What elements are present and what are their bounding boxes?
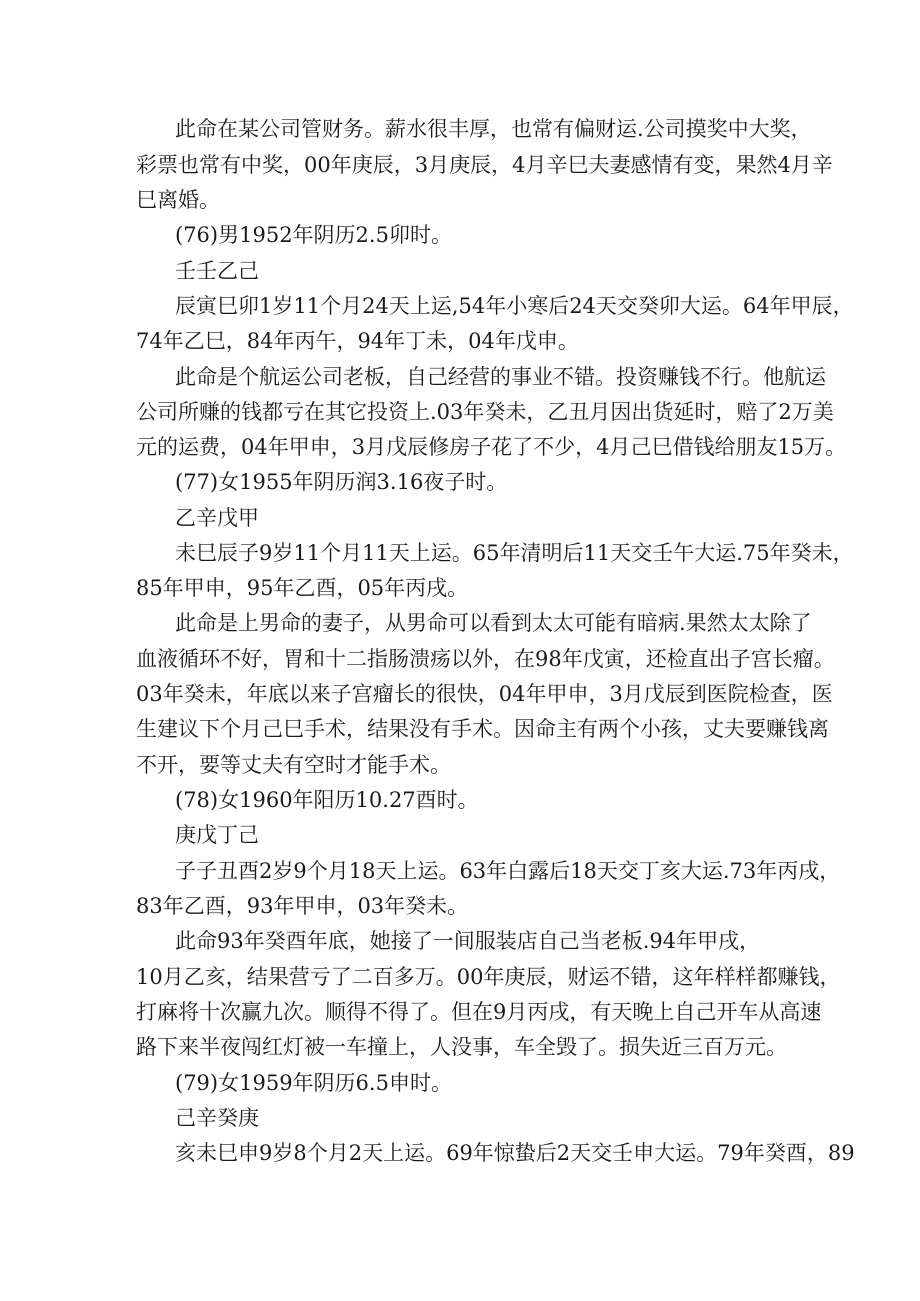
text-line: 元的运费，04年甲申，3月戊辰修房子花了不少，4月己巳借钱给朋友15万。 <box>136 435 847 459</box>
text-line: 此命是上男命的妻子，从男命可以看到太太可能有暗病.果然太太除了 <box>175 611 812 635</box>
case-heading: (77)女1955年阴历润3.16夜子时。 <box>175 470 508 494</box>
text-line: 巳离婚。 <box>136 188 220 212</box>
text-line: 此命93年癸酉年底，她接了一间服装店自己当老板.94年甲戌， <box>175 929 761 953</box>
stems-line: 壬壬乙己 <box>175 259 259 283</box>
text-line: 83年乙酉，93年甲申，03年癸未。 <box>136 894 469 918</box>
text-line: 此命在某公司管财务。薪水很丰厚，也常有偏财运.公司摸奖中大奖， <box>175 117 812 141</box>
text-line: 未巳辰子9岁11个月11天上运。65年清明后11天交壬午大运.75年癸未， <box>175 541 854 565</box>
text-line: 亥未巳申9岁8个月2天上运。69年惊蛰后2天交壬申大运。79年癸酉，89 <box>175 1141 855 1165</box>
text-line: 74年乙巳，84年丙午，94年丁未，04年戊申。 <box>136 329 579 353</box>
text-line: 03年癸未，年底以来子宫瘤长的很快，04年甲申，3月戊辰到医院检查，医 <box>136 682 833 706</box>
text-line: 血液循环不好，胃和十二指肠溃疡以外，在98年戊寅，还检直出子宫长瘤。 <box>136 647 835 671</box>
text-line: 彩票也常有中奖，00年庚辰，3月庚辰，4月辛巳夫妻感情有变，果然4月辛 <box>136 153 833 177</box>
case-heading: (78)女1960年阳历10.27酉时。 <box>175 788 479 812</box>
case-heading: (79)女1959年阴历6.5申时。 <box>175 1071 452 1095</box>
text-line: 10月乙亥，结果营亏了二百多万。00年庚辰，财运不错，这年样样都赚钱， <box>136 965 841 989</box>
stems-line: 己辛癸庚 <box>175 1106 259 1130</box>
text-line: 打麻将十次赢九次。顺得不得了。但在9月丙戌，有天晚上自己开车从高速 <box>136 1000 822 1024</box>
stems-line: 庚戊丁己 <box>175 823 259 847</box>
text-line: 公司所赚的钱都亏在其它投资上.03年癸未，乙丑月因出货延时，赔了2万美 <box>136 400 834 424</box>
text-line: 路下来半夜闯红灯被一车撞上，人没事，车全毁了。损失近三百万元。 <box>136 1035 787 1059</box>
text-line: 此命是个航运公司老板，自己经营的事业不错。投资赚钱不行。他航运 <box>175 365 826 389</box>
text-line: 生建议下个月己巳手术，结果没有手术。因命主有两个小孩，丈夫要赚钱离 <box>136 717 829 741</box>
text-line: 85年甲申，95年乙酉，05年丙戌。 <box>136 576 469 600</box>
text-line: 不开，要等丈夫有空时才能手术。 <box>136 753 451 777</box>
text-line: 辰寅巳卯1岁11个月24天上运,54年小寒后24天交癸卯大运。64年甲辰， <box>175 294 854 318</box>
text-line: 子子丑酉2岁9个月18天上运。63年白露后18天交丁亥大运.73年丙戌， <box>175 859 841 883</box>
stems-line: 乙辛戊甲 <box>175 506 259 530</box>
case-heading: (76)男1952年阴历2.5卯时。 <box>175 223 452 247</box>
